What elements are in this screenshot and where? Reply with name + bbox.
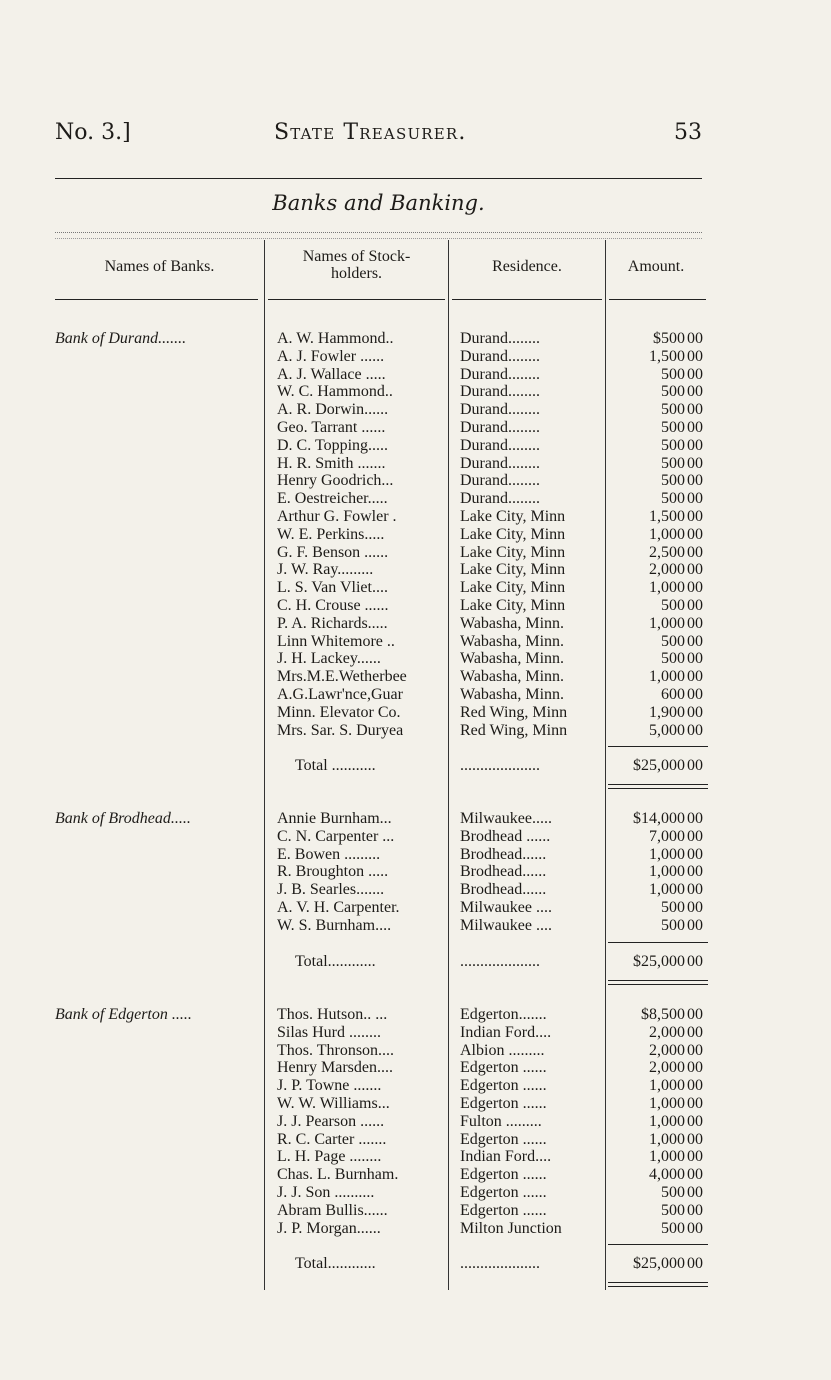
- residence: Albion .........: [460, 1041, 545, 1059]
- amount-cents: 00: [687, 632, 703, 650]
- residence: Durand........: [460, 454, 540, 472]
- stockholder-name: E. Bowen .........: [277, 845, 381, 863]
- amount: 500: [661, 490, 685, 508]
- bank-name: Bank of Edgerton .....: [55, 1006, 192, 1023]
- amount: 500: [661, 596, 685, 614]
- amount: 500: [661, 632, 685, 650]
- stockholder-row: [55, 1095, 707, 1113]
- residence: Durand........: [460, 401, 540, 419]
- header-underline: [55, 299, 258, 300]
- amount: 500: [661, 472, 685, 490]
- residence: Milwaukee ....: [460, 898, 552, 916]
- stockholder-name: E. Oestreicher.....: [277, 490, 388, 508]
- stockholder-row: [55, 597, 707, 615]
- header-rule: [55, 178, 702, 179]
- column-header-amount: Amount.: [627, 258, 685, 275]
- stockholder-name: R. C. Carter .......: [277, 1130, 387, 1148]
- residence: Durand........: [460, 472, 540, 490]
- amount: 500: [661, 401, 685, 419]
- stockholder-name: Mrs.M.E.Wetherbee: [277, 668, 407, 686]
- stockholder-name: A. J. Wallace .....: [277, 365, 386, 383]
- stockholder-name: J. J. Son ..........: [277, 1183, 375, 1201]
- stockholder-row: [55, 579, 707, 597]
- table-top-rule: [55, 232, 702, 239]
- amount: 2,500: [649, 543, 685, 561]
- stockholder-name: A. W. Hammond..: [277, 330, 394, 347]
- stockholder-name: Thos. Hutson.. ...: [277, 1006, 388, 1023]
- sum-rule: [608, 1244, 708, 1245]
- stockholder-name: J. H. Lackey......: [277, 650, 381, 668]
- total-leader: ....................: [460, 757, 540, 775]
- stockholder-row: [55, 810, 707, 828]
- stockholder-name: Geo. Tarrant ......: [277, 418, 386, 436]
- amount: 1,000: [649, 579, 685, 597]
- stockholder-row: [55, 1059, 707, 1077]
- amount-cents: 00: [687, 525, 703, 543]
- stockholder-name: A.G.Lawr'nce,Guar: [277, 685, 403, 703]
- stockholder-row: [55, 490, 707, 508]
- sum-rule: [608, 746, 708, 747]
- page-number: 53: [674, 120, 702, 145]
- stockholder-name: W. E. Perkins.....: [277, 525, 385, 543]
- amount-cents: 00: [687, 507, 703, 525]
- stockholder-name: A. R. Dorwin......: [277, 401, 389, 419]
- running-title: State Treasurer.: [274, 120, 467, 145]
- total-double-rule: [608, 980, 708, 985]
- amount: 1,900: [649, 703, 685, 721]
- amount-cents: 00: [687, 916, 703, 934]
- residence: Brodhead......: [460, 863, 547, 881]
- residence: Indian Ford....: [460, 1023, 552, 1041]
- total-cents: 00: [687, 757, 703, 775]
- amount: 1,000: [649, 1148, 685, 1166]
- total-label: Total............: [295, 1255, 376, 1273]
- amount-cents: 00: [687, 490, 703, 508]
- bank-group: [55, 330, 707, 775]
- stockholder-name: Annie Burnham...: [277, 810, 392, 827]
- amount: 500: [661, 418, 685, 436]
- residence: Durand........: [460, 436, 540, 454]
- residence: Lake City, Minn: [460, 596, 566, 614]
- stockholder-row: [55, 366, 707, 384]
- stockholder-name: Abram Bullis......: [277, 1201, 388, 1219]
- residence: Fulton .........: [460, 1112, 542, 1130]
- amount-cents: 00: [687, 1023, 703, 1041]
- total-amount: $25,000: [633, 757, 685, 775]
- residence: Wabasha, Minn.: [460, 668, 565, 686]
- residence: Brodhead......: [460, 845, 547, 863]
- residence: Durand........: [460, 383, 540, 401]
- stockholder-row: [55, 348, 707, 366]
- amount: 1,000: [649, 1077, 685, 1095]
- amount: 2,000: [649, 1023, 685, 1041]
- stockholder-name: G. F. Benson ......: [277, 543, 389, 561]
- stockholder-row: [55, 828, 707, 846]
- stockholder-name: A. J. Fowler ......: [277, 347, 385, 365]
- residence: Edgerton.......: [460, 1006, 547, 1023]
- amount: 1,000: [649, 881, 685, 899]
- amount-cents: 00: [687, 881, 703, 899]
- amount-cents: 00: [687, 1219, 703, 1237]
- amount: 1,000: [649, 1112, 685, 1130]
- amount-cents: 00: [687, 827, 703, 845]
- amount: 1,500: [649, 347, 685, 365]
- stockholder-name: D. C. Topping.....: [277, 436, 389, 454]
- amount-cents: 00: [687, 898, 703, 916]
- stockholder-name: J. W. Ray.........: [277, 561, 374, 579]
- stockholder-row: [55, 419, 707, 437]
- stockholder-name: Mrs. Sar. S. Duryea: [277, 721, 404, 739]
- total-leader: ....................: [460, 952, 540, 970]
- stockholder-row: [55, 633, 707, 651]
- residence: Edgerton ......: [460, 1094, 547, 1112]
- sum-rule: [608, 942, 708, 943]
- total-double-rule: [608, 1282, 708, 1287]
- amount-cents: 00: [687, 721, 703, 739]
- amount: 1,000: [649, 1094, 685, 1112]
- amount: $8,500: [641, 1006, 685, 1023]
- amount-cents: 00: [687, 1148, 703, 1166]
- amount: $14,000: [633, 810, 685, 827]
- stockholder-row: [55, 1166, 707, 1184]
- amount: 1,500: [649, 507, 685, 525]
- residence: Durand........: [460, 347, 540, 365]
- bank-name: Bank of Brodhead.....: [55, 810, 191, 827]
- amount: 500: [661, 916, 685, 934]
- amount: 1,000: [649, 1130, 685, 1148]
- amount: 2,000: [649, 1059, 685, 1077]
- residence: Wabasha, Minn.: [460, 632, 565, 650]
- stockholder-name: W. W. Williams...: [277, 1094, 390, 1112]
- stockholder-name: Chas. L. Burnham.: [277, 1166, 399, 1184]
- total-amount: $25,000: [633, 952, 685, 970]
- amount-cents: 00: [687, 685, 703, 703]
- stockholder-row: [55, 1220, 707, 1238]
- stockholder-name: C. N. Carpenter ...: [277, 827, 395, 845]
- total-cents: 00: [687, 952, 703, 970]
- stockholder-row: [55, 526, 707, 544]
- amount: 500: [661, 1201, 685, 1219]
- amount-cents: 00: [687, 1059, 703, 1077]
- stockholder-name: A. V. H. Carpenter.: [277, 898, 400, 916]
- amount-cents: 00: [687, 1201, 703, 1219]
- residence: Red Wing, Minn: [460, 721, 568, 739]
- stockholder-row: [55, 881, 707, 899]
- amount-cents: 00: [687, 614, 703, 632]
- stockholder-row: [55, 383, 707, 401]
- amount-cents: 00: [687, 1166, 703, 1184]
- stockholder-row: [55, 472, 707, 490]
- header-underline: [268, 299, 445, 300]
- stockholder-name: Thos. Thronson....: [277, 1041, 395, 1059]
- stockholder-name: W. S. Burnham....: [277, 916, 392, 934]
- amount-cents: 00: [687, 1130, 703, 1148]
- total-amount: $25,000: [633, 1255, 685, 1273]
- stockholder-name: Henry Goodrich...: [277, 472, 394, 490]
- residence: Durand........: [460, 490, 540, 508]
- residence: Red Wing, Minn: [460, 703, 568, 721]
- stockholder-row: [55, 1077, 707, 1095]
- stockholder-row: [55, 1184, 707, 1202]
- amount-cents: 00: [687, 436, 703, 454]
- residence: Lake City, Minn: [460, 543, 566, 561]
- amount: 4,000: [649, 1166, 685, 1184]
- amount: 500: [661, 436, 685, 454]
- amount: 1,000: [649, 668, 685, 686]
- stockholder-name: P. A. Richards.....: [277, 614, 388, 632]
- residence: Indian Ford....: [460, 1148, 552, 1166]
- total-row: [55, 1255, 707, 1273]
- amount-cents: 00: [687, 1183, 703, 1201]
- amount: 2,000: [649, 1041, 685, 1059]
- stockholder-row: [55, 650, 707, 668]
- residence: Wabasha, Minn.: [460, 614, 565, 632]
- stockholder-row: [55, 401, 707, 419]
- amount: 1,000: [649, 614, 685, 632]
- stockholder-row: [55, 544, 707, 562]
- amount: 600: [661, 685, 685, 703]
- residence: Lake City, Minn: [460, 507, 566, 525]
- amount-cents: 00: [687, 810, 703, 827]
- stockholder-name: R. Broughton .....: [277, 863, 389, 881]
- amount: 1,000: [649, 845, 685, 863]
- amount-cents: 00: [687, 472, 703, 490]
- stockholder-row: [55, 1113, 707, 1131]
- amount: 500: [661, 383, 685, 401]
- total-double-rule: [608, 784, 708, 789]
- stockholder-name: J. P. Morgan......: [277, 1219, 381, 1237]
- stockholder-row: [55, 722, 707, 740]
- stockholder-name: L. S. Van Vliet....: [277, 579, 388, 597]
- stockholder-row: [55, 1024, 707, 1042]
- residence: Brodhead......: [460, 881, 547, 899]
- residence: Edgerton ......: [460, 1183, 547, 1201]
- residence: Edgerton ......: [460, 1077, 547, 1095]
- amount-cents: 00: [687, 561, 703, 579]
- stockholder-row: [55, 1006, 707, 1024]
- amount: 5,000: [649, 721, 685, 739]
- header-underline: [452, 299, 602, 300]
- amount-cents: 00: [687, 1094, 703, 1112]
- stockholder-row: [55, 615, 707, 633]
- residence: Wabasha, Minn.: [460, 650, 565, 668]
- stockholder-row: [55, 704, 707, 722]
- amount: 500: [661, 898, 685, 916]
- amount-cents: 00: [687, 454, 703, 472]
- total-row: [55, 757, 707, 775]
- residence: Lake City, Minn: [460, 579, 566, 597]
- residence: Milwaukee.....: [460, 810, 552, 827]
- stockholder-row: [55, 863, 707, 881]
- total-row: [55, 953, 707, 971]
- residence: Wabasha, Minn.: [460, 685, 565, 703]
- residence: Lake City, Minn: [460, 561, 566, 579]
- amount-cents: 00: [687, 543, 703, 561]
- stockholder-row: [55, 1148, 707, 1166]
- total-leader: ....................: [460, 1255, 540, 1273]
- stockholder-name: Minn. Elevator Co.: [277, 703, 401, 721]
- amount-cents: 00: [687, 650, 703, 668]
- stockholder-row: [55, 455, 707, 473]
- residence: Durand........: [460, 365, 540, 383]
- total-label: Total............: [295, 952, 376, 970]
- bank-group: [55, 810, 707, 970]
- amount-cents: 00: [687, 703, 703, 721]
- amount-cents: 00: [687, 845, 703, 863]
- column-header-banks: Names of Banks.: [104, 258, 215, 275]
- stockholder-row: [55, 686, 707, 704]
- amount-cents: 00: [687, 347, 703, 365]
- stockholder-row: [55, 899, 707, 917]
- stockholder-row: [55, 1042, 707, 1060]
- residence: Brodhead ......: [460, 827, 551, 845]
- column-header-stockholders-text: Names of Stock-holders.: [302, 248, 411, 282]
- stockholder-row: [55, 437, 707, 455]
- residence: Edgerton ......: [460, 1166, 547, 1184]
- column-header-residence: Residence.: [492, 258, 562, 275]
- section-title: Banks and Banking.: [272, 191, 485, 215]
- amount: 500: [661, 650, 685, 668]
- stockholder-name: J. J. Pearson ......: [277, 1112, 385, 1130]
- bank-group: [55, 1006, 707, 1273]
- total-cents: 00: [687, 1255, 703, 1273]
- document-number: No. 3.]: [55, 120, 131, 145]
- amount-cents: 00: [687, 330, 703, 347]
- amount-cents: 00: [687, 1077, 703, 1095]
- amount-cents: 00: [687, 418, 703, 436]
- amount-cents: 00: [687, 668, 703, 686]
- stockholder-name: Henry Marsden....: [277, 1059, 393, 1077]
- stockholder-name: Silas Hurd ........: [277, 1023, 381, 1041]
- stockholder-name: L. H. Page ........: [277, 1148, 382, 1166]
- amount-cents: 00: [687, 596, 703, 614]
- amount-cents: 00: [687, 1112, 703, 1130]
- residence: Edgerton ......: [460, 1059, 547, 1077]
- amount: 1,000: [649, 525, 685, 543]
- stockholder-name: C. H. Crouse ......: [277, 596, 389, 614]
- stockholder-name: H. R. Smith .......: [277, 454, 386, 472]
- stockholder-row: [55, 330, 707, 348]
- stockholder-row: [55, 561, 707, 579]
- residence: Edgerton ......: [460, 1130, 547, 1148]
- bank-name: Bank of Durand.......: [55, 330, 187, 347]
- residence: Edgerton ......: [460, 1201, 547, 1219]
- residence: Milwaukee ....: [460, 916, 552, 934]
- amount-cents: 00: [687, 1006, 703, 1023]
- amount: 1,000: [649, 863, 685, 881]
- amount: 500: [661, 454, 685, 472]
- stockholder-row: [55, 508, 707, 526]
- amount: 7,000: [649, 827, 685, 845]
- amount-cents: 00: [687, 1041, 703, 1059]
- residence: Milton Junction: [460, 1219, 562, 1237]
- amount: 500: [661, 365, 685, 383]
- stockholder-name: Arthur G. Fowler .: [277, 507, 397, 525]
- amount-cents: 00: [687, 365, 703, 383]
- stockholder-row: [55, 917, 707, 935]
- residence: Durand........: [460, 330, 540, 347]
- amount: 500: [661, 1219, 685, 1237]
- amount-cents: 00: [687, 579, 703, 597]
- stockholder-row: [55, 668, 707, 686]
- total-label: Total ...........: [295, 757, 376, 775]
- amount-cents: 00: [687, 401, 703, 419]
- amount-cents: 00: [687, 863, 703, 881]
- stockholder-name: Linn Whitemore ..: [277, 632, 395, 650]
- amount: 500: [661, 1183, 685, 1201]
- stockholder-row: [55, 846, 707, 864]
- amount: 2,000: [649, 561, 685, 579]
- residence: Lake City, Minn: [460, 525, 566, 543]
- stockholder-name: J. B. Searles.......: [277, 881, 385, 899]
- amount: $500: [653, 330, 685, 347]
- stockholder-name: W. C. Hammond..: [277, 383, 393, 401]
- header-underline: [609, 299, 706, 300]
- stockholder-row: [55, 1202, 707, 1220]
- column-header-stockholders: [265, 248, 448, 282]
- stockholder-name: J. P. Towne .......: [277, 1077, 382, 1095]
- stockholder-row: [55, 1131, 707, 1149]
- amount-cents: 00: [687, 383, 703, 401]
- residence: Durand........: [460, 418, 540, 436]
